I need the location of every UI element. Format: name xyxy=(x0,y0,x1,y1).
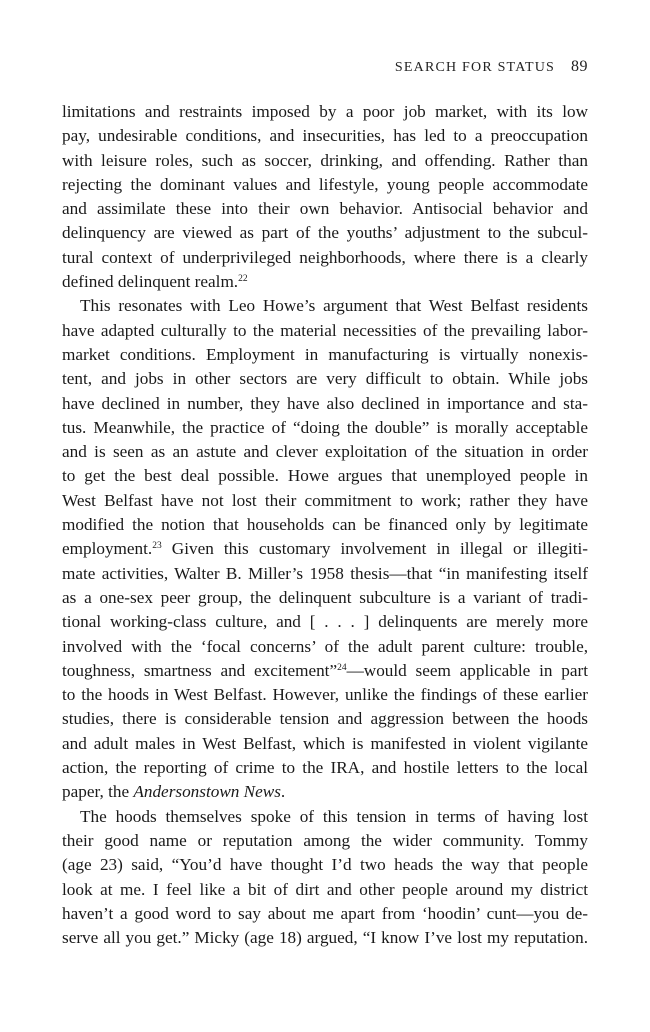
text-run: and adult males in West Belfast, which is manifested in violent vigilante xyxy=(62,733,588,753)
text-run: modified the notion that households can be financed only by legitimate xyxy=(62,515,588,535)
text-run: rejecting the dominant values and lifestyle, young people accommodate xyxy=(62,174,588,194)
text-line xyxy=(62,392,588,416)
text-line xyxy=(62,343,588,367)
text-run: pay, undesirable conditions, and insecurities, has led to a preoccupation xyxy=(62,126,588,146)
text-line xyxy=(62,878,588,902)
text-run: serve all you get.” Micky (age 18) argued, “I know I’ve lost my reputation. xyxy=(62,928,588,948)
text-line xyxy=(62,149,588,173)
text-line xyxy=(62,270,588,294)
text-run: to get the best deal possible. Howe argues that unemployed people in xyxy=(62,466,588,486)
footnote-ref: 24 xyxy=(337,662,347,673)
text-run: involved with the ‘focal concerns’ of the adult parent culture: trouble, xyxy=(62,636,588,656)
text-run: paper, the xyxy=(62,782,134,802)
body-text xyxy=(62,100,588,950)
text-line xyxy=(62,635,588,659)
text-run: their good name or reputation among the wider community. Tommy xyxy=(62,830,588,850)
text-line xyxy=(62,610,588,634)
text-run: West Belfast have not lost their commitment to work; rather they have xyxy=(62,490,588,510)
italic-text: Andersonstown News xyxy=(133,782,281,802)
text-line xyxy=(62,732,588,756)
text-run: defined delinquent realm. xyxy=(62,272,239,292)
text-line xyxy=(62,926,588,950)
text-line xyxy=(62,537,588,561)
text-line xyxy=(62,464,588,488)
text-run: with leisure roles, such as soccer, drinking, and offending. Rather than xyxy=(62,150,588,170)
text-line xyxy=(62,246,588,270)
text-line xyxy=(62,659,588,683)
text-line xyxy=(62,221,588,245)
footnote-ref: 23 xyxy=(152,541,162,552)
text-line xyxy=(62,416,588,440)
text-line xyxy=(62,756,588,780)
paragraph xyxy=(62,805,588,951)
text-line xyxy=(62,124,588,148)
text-line xyxy=(62,586,588,610)
text-run: tus. Meanwhile, the practice of “doing the double” is morally acceptable xyxy=(62,417,588,437)
text-run: have adapted culturally to the material necessities of the prevailing labor- xyxy=(62,320,588,340)
text-run: haven’t a good word to say about me apart from ‘hoodin’ cunt—you de- xyxy=(62,903,588,923)
text-line xyxy=(62,173,588,197)
paragraph xyxy=(62,100,588,294)
text-line xyxy=(62,319,588,343)
text-run: to the hoods in West Belfast. However, unlike the findings of these earlier xyxy=(62,685,588,705)
text-line xyxy=(62,294,588,318)
running-title: SEARCH FOR STATUS xyxy=(394,60,555,75)
text-line xyxy=(62,780,588,804)
text-line xyxy=(62,197,588,221)
text-run: . xyxy=(280,782,286,802)
text-run: —would seem applicable in part xyxy=(346,660,588,680)
text-run: delinquency are viewed as part of the youths’ adjustment to the subcul- xyxy=(62,223,588,243)
text-run: This resonates with Leo Howe’s argument that West Belfast residents xyxy=(80,296,588,316)
text-run: employment. xyxy=(62,539,153,559)
text-run: look at me. I feel like a bit of dirt and other people around my district xyxy=(62,879,588,899)
text-run: toughness, smartness and excitement” xyxy=(62,660,338,680)
text-run: limitations and restraints imposed by a poor job market, with its low xyxy=(62,102,588,121)
running-head xyxy=(395,58,588,76)
page-number: 89 xyxy=(571,58,588,75)
text-run: tural context of underprivileged neighborhoods, where there is a clearly xyxy=(62,247,588,267)
text-run: market conditions. Employment in manufacturing is virtually nonexis- xyxy=(62,344,588,364)
text-run: studies, there is considerable tension and aggression between the hoods xyxy=(62,709,588,729)
text-run: as a one-sex peer group, the delinquent subculture is a variant of tradi- xyxy=(62,587,588,607)
text-line xyxy=(62,805,588,829)
text-line xyxy=(62,562,588,586)
text-run: have declined in number, they have also declined in importance and sta- xyxy=(62,393,588,413)
text-run: tent, and jobs in other sectors are very difficult to obtain. While jobs xyxy=(62,369,588,389)
text-line xyxy=(62,367,588,391)
text-run: tional working-class culture, and [ . . . ] delinquents are merely more xyxy=(62,612,588,632)
text-run: Given this customary involvement in illegal or illegiti- xyxy=(161,539,588,559)
text-line xyxy=(62,853,588,877)
text-run: and assimilate these into their own behavior. Antisocial behavior and xyxy=(62,199,588,219)
text-line xyxy=(62,513,588,537)
text-run: (age 23) said, “You’d have thought I’d two heads the way that people xyxy=(62,855,588,875)
text-run: The hoods themselves spoke of this tension in terms of having lost xyxy=(80,806,588,826)
text-line xyxy=(62,440,588,464)
text-line xyxy=(62,829,588,853)
text-run: mate activities, Walter B. Miller’s 1958 thesis—that “in manifesting itself xyxy=(62,563,588,583)
text-line xyxy=(62,100,588,124)
text-line xyxy=(62,683,588,707)
text-line xyxy=(62,489,588,513)
text-line xyxy=(62,707,588,731)
text-run: action, the reporting of crime to the IRA, and hostile letters to the local xyxy=(62,758,588,778)
footnote-ref: 22 xyxy=(238,273,248,284)
text-line xyxy=(62,902,588,926)
text-run: and is seen as an astute and clever exploitation of the situation in order xyxy=(62,442,588,462)
paragraph xyxy=(62,294,588,804)
